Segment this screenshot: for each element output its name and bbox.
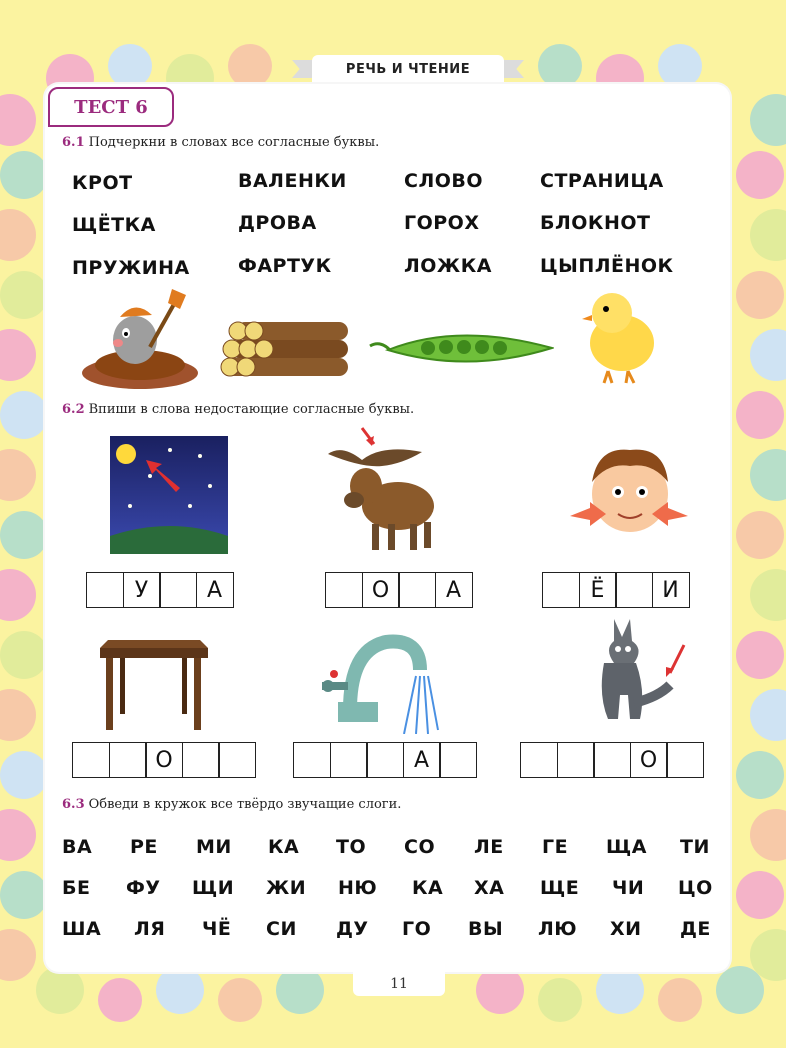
syllable[interactable]: НЮ <box>338 877 378 899</box>
syllable[interactable]: ЛЮ <box>538 918 578 940</box>
syllable[interactable]: ЖИ <box>266 877 307 899</box>
mole-icon <box>80 285 200 390</box>
word[interactable]: БЛОКНОТ <box>540 212 651 234</box>
wolf-icon <box>574 615 690 733</box>
syllable[interactable]: ЩЕ <box>540 877 580 899</box>
letter-cell[interactable] <box>366 742 404 778</box>
page-number: 11 <box>353 972 445 996</box>
letter-cell[interactable]: О <box>630 742 668 778</box>
task-number: 6.2 <box>62 402 85 417</box>
word[interactable]: СЛОВО <box>404 170 484 192</box>
syllable[interactable]: ГО <box>402 918 432 940</box>
letter-cell[interactable]: А <box>403 742 441 778</box>
syllable[interactable]: ЩИ <box>192 877 235 899</box>
syllable[interactable]: СО <box>404 836 436 858</box>
moose-icon <box>322 424 440 552</box>
syllable[interactable]: ТИ <box>680 836 710 858</box>
syllable[interactable]: ЛЕ <box>474 836 504 858</box>
syllable[interactable]: ЧЁ <box>202 918 232 940</box>
letter-boxes <box>86 572 234 608</box>
syllable[interactable]: ША <box>62 918 102 940</box>
syllable[interactable]: КА <box>412 877 444 899</box>
table-icon <box>96 636 212 732</box>
word[interactable]: ПРУЖИНА <box>72 257 190 279</box>
letter-cell[interactable] <box>593 742 631 778</box>
syllable[interactable]: ХА <box>474 877 505 899</box>
task-6-2-heading <box>62 402 414 417</box>
syllable[interactable]: ДЕ <box>680 918 711 940</box>
peapod-icon <box>368 322 554 372</box>
letter-cell[interactable] <box>615 572 653 608</box>
syllable[interactable]: ХИ <box>610 918 642 940</box>
syllable[interactable]: КА <box>268 836 300 858</box>
syllable[interactable]: ЧИ <box>612 877 645 899</box>
word[interactable]: КРОТ <box>72 172 133 194</box>
word[interactable]: ЛОЖКА <box>404 255 492 277</box>
letter-boxes <box>293 742 477 778</box>
syllable[interactable]: ЦО <box>678 877 713 899</box>
word[interactable]: ФАРТУК <box>238 255 332 277</box>
task-6-3-heading <box>62 797 401 812</box>
letter-cell[interactable] <box>72 742 110 778</box>
task-6-1-heading <box>62 135 379 150</box>
letter-cell[interactable] <box>542 572 580 608</box>
syllable[interactable]: ТО <box>336 836 367 858</box>
syllable[interactable]: ФУ <box>126 877 161 899</box>
boy-cheeks-icon <box>568 442 690 546</box>
letter-cell[interactable]: О <box>145 742 183 778</box>
letter-boxes <box>542 572 690 608</box>
letter-cell[interactable] <box>666 742 704 778</box>
task-number: 6.1 <box>62 135 85 150</box>
letter-cell[interactable] <box>109 742 147 778</box>
faucet-icon <box>320 630 446 734</box>
word[interactable]: ЩЁТКА <box>72 214 156 236</box>
syllable[interactable]: ВА <box>62 836 93 858</box>
letter-cell[interactable] <box>330 742 368 778</box>
word[interactable]: СТРАНИЦА <box>540 170 664 192</box>
moon-sky-icon <box>110 436 228 554</box>
section-title: РЕЧЬ И ЧТЕНИЕ <box>312 55 504 83</box>
letter-cell[interactable]: У <box>123 572 161 608</box>
syllable[interactable]: БЕ <box>62 877 91 899</box>
task-text: Подчеркни в словах все согласные буквы. <box>88 135 380 150</box>
letter-cell[interactable] <box>218 742 256 778</box>
letter-cell[interactable] <box>520 742 558 778</box>
syllable[interactable]: ЩА <box>606 836 647 858</box>
letter-boxes <box>325 572 473 608</box>
letter-cell[interactable] <box>398 572 436 608</box>
letter-cell[interactable]: О <box>362 572 400 608</box>
letter-cell[interactable] <box>325 572 363 608</box>
word[interactable]: ЦЫПЛЁНОК <box>540 255 674 277</box>
syllable[interactable]: ДУ <box>336 918 369 940</box>
firewood-icon <box>218 310 353 382</box>
word[interactable]: ГОРОХ <box>404 212 480 234</box>
letter-cell[interactable] <box>159 572 197 608</box>
letter-cell[interactable]: А <box>196 572 234 608</box>
letter-boxes <box>520 742 704 778</box>
word[interactable]: ДРОВА <box>238 212 317 234</box>
syllable[interactable]: РЕ <box>130 836 158 858</box>
chick-icon <box>578 285 660 385</box>
letter-cell[interactable]: И <box>652 572 690 608</box>
letter-cell[interactable] <box>86 572 124 608</box>
letter-cell[interactable]: А <box>435 572 473 608</box>
task-text: Впиши в слова недостающие согласные буквы. <box>88 402 415 417</box>
task-text: Обведи в кружок все твёрдо звучащие слоги. <box>88 797 402 812</box>
letter-cell[interactable] <box>182 742 220 778</box>
syllable[interactable]: МИ <box>196 836 232 858</box>
letter-cell[interactable] <box>293 742 331 778</box>
letter-cell[interactable] <box>557 742 595 778</box>
word[interactable]: ВАЛЕНКИ <box>238 170 347 192</box>
letter-cell[interactable] <box>439 742 477 778</box>
task-number: 6.3 <box>62 797 85 812</box>
syllable[interactable]: СИ <box>266 918 297 940</box>
letter-cell[interactable]: Ё <box>579 572 617 608</box>
syllable[interactable]: ЛЯ <box>134 918 166 940</box>
syllable[interactable]: ВЫ <box>468 918 504 940</box>
syllable[interactable]: ГЕ <box>542 836 569 858</box>
letter-boxes <box>72 742 256 778</box>
test-label: ТЕСТ 6 <box>48 87 174 127</box>
